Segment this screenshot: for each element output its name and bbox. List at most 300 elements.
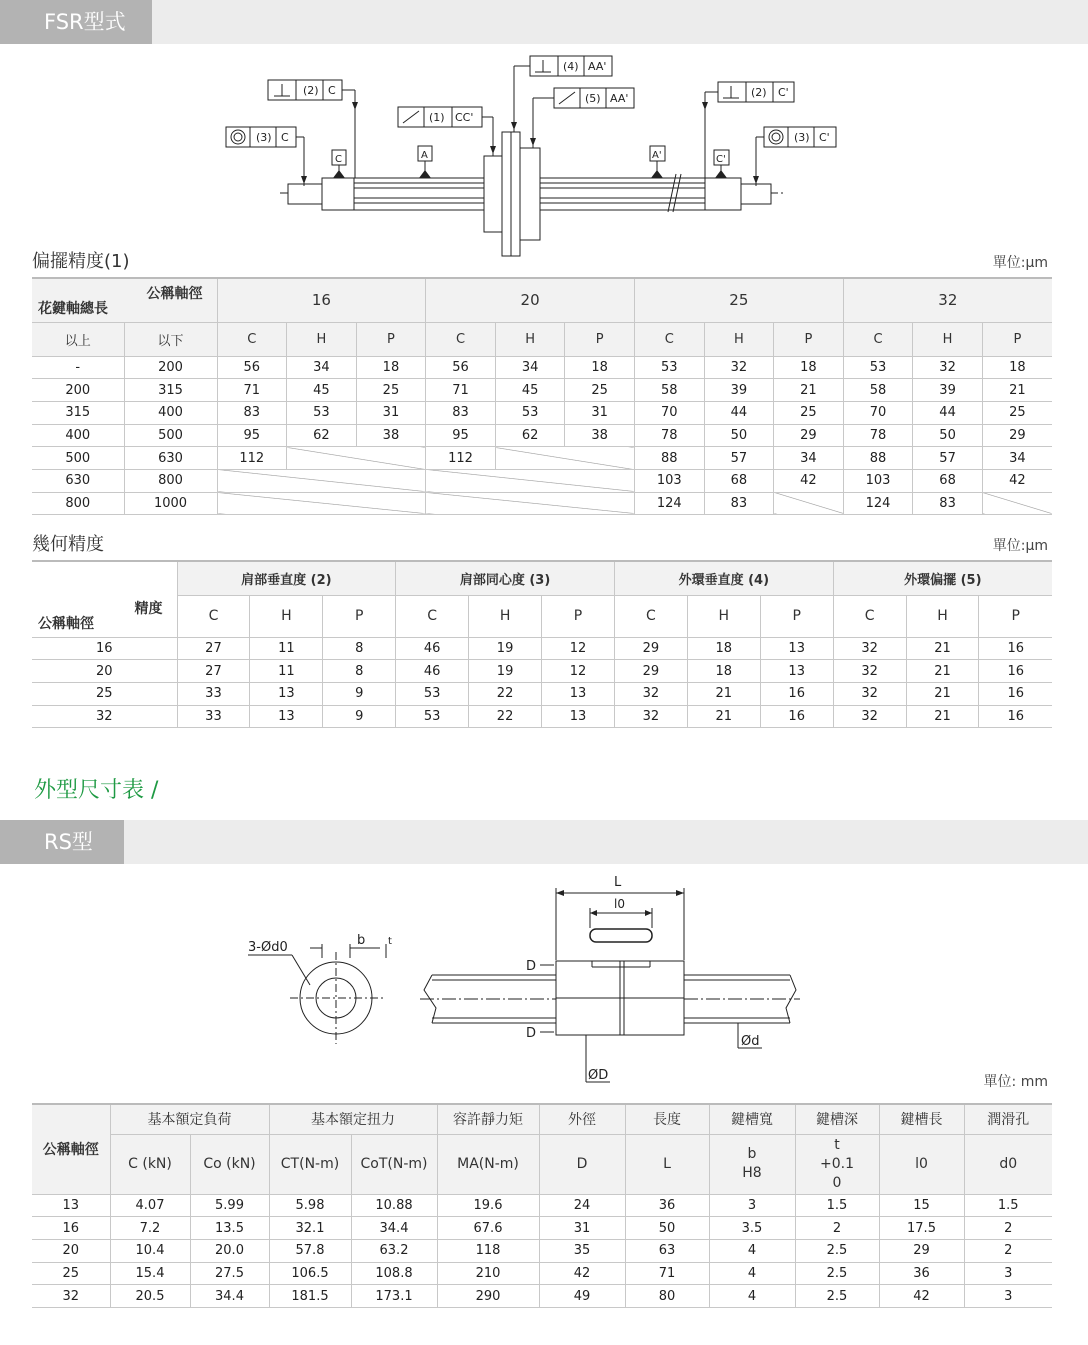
runout-cell: 53 [287,401,357,424]
runout-cell: 62 [495,424,565,447]
dim-group-key-width: 鍵槽寬 [709,1104,795,1134]
geometry-cell: 32 [614,705,687,728]
runout-cell: 25 [356,379,426,402]
geometry-cell: 29 [614,660,687,683]
frame-runout-aa-ref: (5) [585,92,601,105]
geometry-accuracy-table [32,560,1052,728]
runout-cell: 34 [982,447,1052,470]
dim-table-unit: 單位: mm [983,1074,1048,1090]
runout-cell: 39 [704,379,774,402]
runout-cell: 56 [217,356,287,379]
geometry-cell-diameter: 32 [32,705,177,728]
runout-cell: 42 [982,469,1052,492]
runout-cell-above: 200 [32,379,124,402]
dim-group-load: 基本額定負荷 [110,1104,269,1134]
runout-cell: 34 [287,356,357,379]
runout-cell-above: 800 [32,492,124,515]
dim-sub-b-line1: b [747,1146,757,1162]
runout-table-title: 偏擺精度(1) [32,251,130,272]
runout-cell: 70 [634,401,704,424]
runout-cell: 45 [287,379,357,402]
runout-cell-above: 500 [32,447,124,470]
dim-cell: 118 [437,1239,539,1262]
geometry-grade-header: H [469,595,542,637]
runout-cell: 42 [774,469,844,492]
geometry-corner-top: 精度 [134,601,163,617]
runout-corner-bottom: 花鍵軸總長 [38,300,108,317]
geometry-cell: 13 [250,705,323,728]
runout-cell: 124 [843,492,913,515]
runout-cell-below: 315 [124,379,217,402]
dim-cell: 29 [879,1239,964,1262]
runout-cell-above: 400 [32,424,124,447]
runout-diameter-header: 20 [426,278,635,322]
geometry-group-header: 外環垂直度 (4) [614,561,833,595]
dim-cell: 32.1 [269,1217,351,1240]
runout-cell: 31 [356,401,426,424]
geometry-grade-header: H [906,595,979,637]
dim-group-key-length: 鍵槽長 [879,1104,964,1134]
geometry-cell: 21 [687,705,760,728]
frame-conc-c-ref: (3) [256,131,272,144]
runout-grade-header: P [356,322,426,356]
geometry-cell: 32 [614,682,687,705]
dim-cell: 36 [625,1194,709,1217]
geometry-cell: 21 [906,682,979,705]
rs-dimension-diagram [230,868,820,1088]
geometry-group-header: 外環偏擺 (5) [833,561,1052,595]
dim-sub-l0: l0 [879,1134,964,1194]
runout-cell: 50 [704,424,774,447]
runout-cell-below: 1000 [124,492,217,515]
dim-cell: 1.5 [795,1194,879,1217]
runout-cell: 21 [774,379,844,402]
runout-cell: 57 [913,447,983,470]
dim-cell: 4 [709,1262,795,1285]
dim-cell: 10.88 [351,1194,437,1217]
runout-grade-header: H [704,322,774,356]
outline-dimension-title: 外型尺寸表 / [34,778,159,803]
runout-cell: 31 [565,401,635,424]
datum-a2-label: A' [652,150,662,161]
runout-cell: 78 [843,424,913,447]
runout-cell: 25 [982,401,1052,424]
dim-row [32,1194,1052,1217]
runout-cell: 29 [982,424,1052,447]
runout-cell: 53 [634,356,704,379]
runout-grade-header: H [495,322,565,356]
geometry-cell: 16 [979,660,1052,683]
geometry-cell: 22 [469,705,542,728]
dim-cell: 2 [795,1217,879,1240]
dim-sub-co: Co (kN) [190,1134,269,1194]
dim-sub-ct: CT(N-m) [269,1134,351,1194]
runout-cell-empty [774,492,844,515]
frame-conc-c-datum: C [281,131,289,144]
geometry-group-header: 肩部垂直度 (2) [177,561,396,595]
runout-diameter-header: 16 [217,278,426,322]
runout-cell: 112 [217,447,287,470]
runout-cell: 71 [217,379,287,402]
runout-row [32,401,1052,424]
rs-section-band [0,820,1088,864]
dim-cell: 13.5 [190,1217,269,1240]
dim-row [32,1262,1052,1285]
runout-grade-header: C [843,322,913,356]
runout-cell: 83 [913,492,983,515]
geometry-cell: 27 [177,660,250,683]
geometry-cell-diameter: 25 [32,682,177,705]
runout-cell: 18 [774,356,844,379]
frame-conc-c2-datum: C' [819,131,830,144]
runout-cell: 29 [774,424,844,447]
datum-c-label: C [335,154,342,165]
dim-cell: 57.8 [269,1239,351,1262]
runout-cell: 39 [913,379,983,402]
dim-row [32,1285,1052,1308]
geometry-cell: 21 [906,660,979,683]
runout-cell: 34 [774,447,844,470]
geometry-cell: 13 [760,660,833,683]
runout-cell-below: 630 [124,447,217,470]
runout-cell: 70 [843,401,913,424]
dim-cell: 17.5 [879,1217,964,1240]
geometry-grade-header: H [687,595,760,637]
rs-b-label: b [357,933,366,948]
runout-cell: 58 [634,379,704,402]
runout-cell: 44 [704,401,774,424]
fsr-section-band [0,0,1088,44]
dim-sub-t-line1: t [834,1136,840,1153]
dim-cell: 3 [964,1262,1052,1285]
runout-cell: 71 [426,379,496,402]
geometry-cell: 13 [760,637,833,660]
geometry-grade-header: C [177,595,250,637]
dim-row [32,1217,1052,1240]
frame-conc-c2-ref: (3) [794,131,810,144]
dim-group-od: 外徑 [539,1104,625,1134]
runout-cell-empty [217,492,426,515]
dim-sub-ma: MA(N-m) [437,1134,539,1194]
runout-cell-above: 630 [32,469,124,492]
runout-grade-header: H [913,322,983,356]
runout-cell: 58 [843,379,913,402]
dim-cell: 7.2 [110,1217,190,1240]
dim-cell: 2.5 [795,1239,879,1262]
dim-cell: 3 [709,1194,795,1217]
runout-cell-below: 200 [124,356,217,379]
datum-c2-label: C' [716,154,726,165]
geometry-cell: 32 [833,705,906,728]
geometry-cell: 18 [687,660,760,683]
runout-cell-empty [287,447,426,470]
geometry-cell: 12 [542,660,615,683]
dim-sub-t-line2: +0.1 [820,1155,854,1172]
dim-sub-d: D [539,1134,625,1194]
rs-t-label: t [388,936,392,947]
runout-cell: 95 [217,424,287,447]
runout-cell: 62 [287,424,357,447]
runout-cell: 53 [495,401,565,424]
dim-cell: 20.0 [190,1239,269,1262]
dim-group-lube: 潤滑孔 [964,1104,1052,1134]
rs-D-bottom-label: D [526,1026,537,1041]
runout-cell-below: 400 [124,401,217,424]
geometry-cell: 19 [469,637,542,660]
geometry-row [32,705,1052,728]
dim-sub-l: L [625,1134,709,1194]
dim-cell: 34.4 [190,1285,269,1308]
dim-cell: 108.8 [351,1262,437,1285]
runout-cell: 25 [774,401,844,424]
geometry-cell: 32 [833,660,906,683]
rs-hole-label: 3-Ød0 [248,940,288,955]
geometry-cell: 21 [906,637,979,660]
dim-cell-diameter: 13 [32,1194,110,1217]
runout-cell: 88 [843,447,913,470]
runout-cell: 32 [704,356,774,379]
runout-row [32,356,1052,379]
dim-cell: 42 [539,1262,625,1285]
runout-cell: 57 [704,447,774,470]
frame-perp-aa-ref: (4) [563,60,579,73]
geometry-grade-header: C [614,595,687,637]
geometry-cell: 11 [250,660,323,683]
runout-cell: 25 [565,379,635,402]
frame-runout-ref: (1) [429,111,445,124]
dim-cell: 106.5 [269,1262,351,1285]
dim-sub-t-line3: 0 [832,1174,842,1191]
dim-group-key-depth: 鍵槽深 [795,1104,879,1134]
datum-a-label: A [421,150,428,161]
dim-cell: 4 [709,1239,795,1262]
geometry-cell: 46 [396,660,469,683]
runout-cell: 88 [634,447,704,470]
geometry-cell: 33 [177,705,250,728]
runout-cell: 34 [495,356,565,379]
runout-row [32,492,1052,515]
geometry-cell: 13 [250,682,323,705]
runout-cell: 53 [843,356,913,379]
geometry-cell-diameter: 20 [32,660,177,683]
dim-cell: 2 [964,1239,1052,1262]
geometry-row [32,682,1052,705]
runout-col-below: 以下 [124,322,217,356]
runout-cell: 18 [565,356,635,379]
geometry-cell: 22 [469,682,542,705]
runout-cell: 45 [495,379,565,402]
runout-cell-empty [426,469,635,492]
frame-runout-datum: CC' [455,111,474,124]
runout-cell: 44 [913,401,983,424]
dim-row [32,1239,1052,1262]
dim-cell: 15.4 [110,1262,190,1285]
runout-grade-header: P [565,322,635,356]
runout-cell-above: - [32,356,124,379]
dim-cell: 210 [437,1262,539,1285]
runout-cell: 124 [634,492,704,515]
geometry-corner-header [32,561,177,637]
dim-cell: 10.4 [110,1239,190,1262]
dim-cell: 63.2 [351,1239,437,1262]
dim-cell: 2 [964,1217,1052,1240]
dim-cell: 2.5 [795,1262,879,1285]
rs-D-top-label: D [526,959,537,974]
geometry-corner-bottom: 公稱軸徑 [38,615,94,632]
geometry-cell: 32 [833,637,906,660]
geometry-cell: 8 [323,637,396,660]
geometry-table-title: 幾何精度 [32,534,104,555]
dim-cell: 15 [879,1194,964,1217]
geometry-grade-header: H [250,595,323,637]
geometry-cell: 21 [906,705,979,728]
dim-cell: 27.5 [190,1262,269,1285]
runout-cell: 103 [634,469,704,492]
runout-cell-below: 800 [124,469,217,492]
geometry-cell: 16 [979,682,1052,705]
rs-dimension-table [32,1103,1052,1308]
frame-perp-c-datum: C [328,84,336,97]
rs-shaft-diameter-label: Ød [741,1034,760,1049]
runout-cell: 103 [843,469,913,492]
dim-cell: 3.5 [709,1217,795,1240]
geometry-grade-header: P [979,595,1052,637]
runout-diameter-header: 32 [843,278,1052,322]
dim-cell: 4.07 [110,1194,190,1217]
dim-cell: 67.6 [437,1217,539,1240]
runout-cell: 68 [913,469,983,492]
frame-perp-aa-datum: AA' [588,60,607,73]
geometry-cell-diameter: 16 [32,637,177,660]
runout-cell-empty [426,492,635,515]
runout-cell: 78 [634,424,704,447]
geometry-cell: 29 [614,637,687,660]
runout-cell-above: 315 [32,401,124,424]
dim-cell: 35 [539,1239,625,1262]
geometry-cell: 33 [177,682,250,705]
frame-runout-aa-datum: AA' [610,92,629,105]
rs-L-label: L [614,875,622,890]
geometry-group-header: 肩部同心度 (3) [396,561,615,595]
dim-cell: 181.5 [269,1285,351,1308]
frame-perp-c-ref: (2) [303,84,319,97]
geometry-grade-header: P [323,595,396,637]
runout-accuracy-table [32,277,1052,515]
dim-cell: 3 [964,1285,1052,1308]
runout-cell: 83 [426,401,496,424]
runout-cell-empty [982,492,1052,515]
dim-cell-diameter: 32 [32,1285,110,1308]
geometry-cell: 12 [542,637,615,660]
geometry-cell: 13 [542,705,615,728]
geometry-cell: 16 [979,637,1052,660]
geometry-cell: 9 [323,682,396,705]
dim-cell: 80 [625,1285,709,1308]
geometry-cell: 9 [323,705,396,728]
geometry-cell: 53 [396,705,469,728]
geometry-grade-header: C [396,595,469,637]
runout-grade-header: P [982,322,1052,356]
rs-section-tab: RS型 [0,820,124,864]
dim-cell-diameter: 16 [32,1217,110,1240]
geometry-row [32,637,1052,660]
fsr-tolerance-diagram [220,50,840,260]
dim-sub-c: C (kN) [110,1134,190,1194]
dim-sub-cot: CoT(N-m) [351,1134,437,1194]
dim-row-header: 公稱軸徑 [32,1104,110,1194]
frame-perp-c2-datum: C' [778,86,789,99]
dim-cell-diameter: 25 [32,1262,110,1285]
dim-group-torque: 基本額定扭力 [269,1104,437,1134]
runout-grade-header: P [774,322,844,356]
geometry-cell: 32 [833,682,906,705]
geometry-grade-header: P [542,595,615,637]
runout-cell: 21 [982,379,1052,402]
dim-cell: 71 [625,1262,709,1285]
runout-grade-header: C [634,322,704,356]
geometry-grade-header: C [833,595,906,637]
geometry-table-unit: 單位:μm [992,538,1048,554]
runout-cell-below: 500 [124,424,217,447]
dim-sub-d0: d0 [964,1134,1052,1194]
runout-cell: 38 [356,424,426,447]
geometry-cell: 21 [687,682,760,705]
runout-cell: 95 [426,424,496,447]
runout-cell: 68 [704,469,774,492]
geometry-cell: 16 [760,682,833,705]
runout-corner-header [32,278,217,322]
dim-cell: 24 [539,1194,625,1217]
geometry-cell: 16 [979,705,1052,728]
geometry-cell: 16 [760,705,833,728]
runout-grade-header: H [287,322,357,356]
dim-cell: 173.1 [351,1285,437,1308]
geometry-cell: 53 [396,682,469,705]
dim-cell: 19.6 [437,1194,539,1217]
dim-cell-diameter: 20 [32,1239,110,1262]
dim-cell: 1.5 [964,1194,1052,1217]
runout-cell: 18 [356,356,426,379]
runout-row [32,469,1052,492]
geometry-cell: 19 [469,660,542,683]
dim-cell: 42 [879,1285,964,1308]
runout-row [32,424,1052,447]
geometry-cell: 8 [323,660,396,683]
dim-cell: 31 [539,1217,625,1240]
runout-cell-empty [495,447,634,470]
runout-diameter-header: 25 [634,278,843,322]
dim-cell: 49 [539,1285,625,1308]
geometry-cell: 13 [542,682,615,705]
dim-cell: 5.99 [190,1194,269,1217]
runout-cell: 112 [426,447,496,470]
dim-sub-t [795,1134,879,1194]
runout-cell: 32 [913,356,983,379]
runout-cell: 83 [217,401,287,424]
runout-cell: 18 [982,356,1052,379]
dim-cell: 5.98 [269,1194,351,1217]
runout-grade-header: C [426,322,496,356]
runout-cell: 38 [565,424,635,447]
geometry-cell: 27 [177,637,250,660]
geometry-cell: 11 [250,637,323,660]
runout-table-unit: 單位:μm [992,255,1048,271]
runout-col-above: 以上 [32,322,124,356]
frame-perp-c2-ref: (2) [751,86,767,99]
dim-sub-b-line2: H8 [742,1165,762,1181]
dim-cell: 4 [709,1285,795,1308]
dim-sub-b [709,1134,795,1194]
